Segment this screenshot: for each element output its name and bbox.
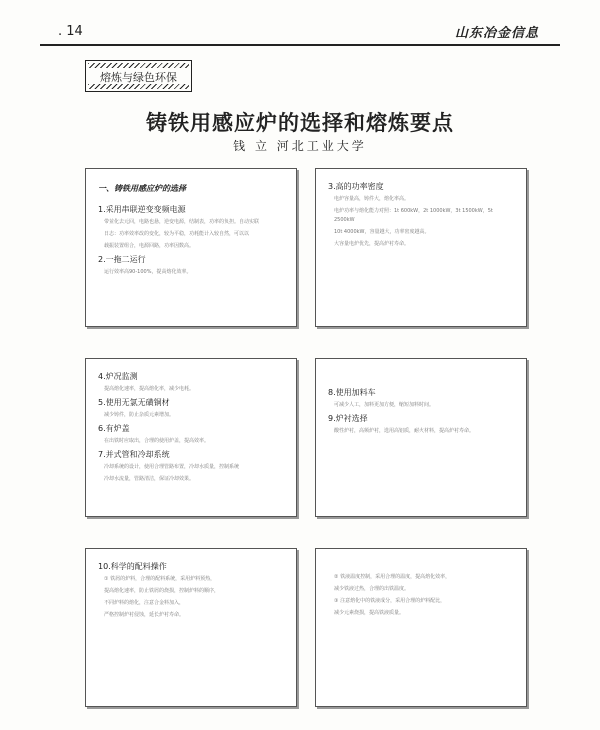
slide-text: 减少铁液过热，合理的出铁温度。 — [334, 586, 410, 592]
slide-heading: 3.高的功率密度 — [328, 182, 384, 191]
slide-6 — [315, 548, 527, 707]
slide-3 — [85, 358, 297, 517]
slide-2 — [315, 168, 527, 327]
slide-text: 严格控制炉衬侵蚀，延长炉衬寿命。 — [104, 612, 185, 618]
slide-text: 不同炉料的熔化，注意合金料加入， — [104, 600, 185, 606]
slide-text: 大容量电炉优先，提高炉衬寿命。 — [334, 241, 410, 247]
slide-4 — [315, 358, 527, 517]
slide-heading: 1.采用串联逆变变频电源 — [98, 205, 186, 214]
slide-text: 运行效率高90-100%，提高熔化效率。 — [104, 269, 192, 275]
slide-heading: 5.使用无氯无磺铜材 — [98, 398, 170, 407]
slide-text: 10t 4000kW，容量越大，功率密度越高。 — [334, 229, 430, 235]
slide-text: ① 铁屑的炉料，合理的配料系统，采用炉料预热， — [104, 576, 216, 582]
slide-text: ③ 注意熔化中的铁液成分，采用合理的炉料配比， — [334, 598, 446, 604]
slide-text: 减少元素烧损，提高铁液质量。 — [334, 610, 405, 616]
slide-heading: 7.并式管和冷却系统 — [98, 450, 170, 459]
slide-heading: 10.科学的配料操作 — [98, 562, 167, 571]
page-number: . 14 — [58, 24, 83, 39]
slide-text: 日志：功率效率改的变化，较为平稳，功耗能计入较自然，可以以 — [104, 231, 250, 237]
column-label-box — [85, 60, 192, 92]
hatch-bottom — [88, 84, 189, 89]
header-rule — [40, 44, 560, 46]
slide-5 — [85, 548, 297, 707]
slide-text: ② 铁液温度控制，采用合理的温度，提高熔化效率， — [334, 574, 451, 580]
article-title: 铸铁用感应炉的选择和熔炼要点 — [146, 110, 454, 135]
slide-section-title: 一、铸铁用感应炉的选择 — [98, 183, 186, 193]
column-label: 熔炼与绿色环保 — [100, 71, 177, 84]
slide-heading: 6.有炉盖 — [98, 424, 130, 433]
slide-heading: 9.炉衬选择 — [328, 414, 368, 423]
slide-text: 提高熔化速率，提高熔化率，减少电耗。 — [104, 386, 195, 392]
slide-heading: 8.使用加料车 — [328, 388, 376, 397]
slide-text: 电炉容量高，铸件大，熔化率高。 — [334, 196, 410, 202]
slide-text: 冷却水流量，管路清洁，保证冷却效果。 — [104, 476, 195, 482]
slide-text: 减少铸件，防止杂质元素增加。 — [104, 412, 175, 418]
slide-text: 提高熔化速率，防止铁屑的烧损，控制炉料的顺序， — [104, 588, 220, 594]
slide-1 — [85, 168, 297, 327]
slide-text: 载振装置组合，电源回路，功率因数高。 — [104, 243, 195, 249]
slide-heading: 4.炉况监测 — [98, 372, 138, 381]
slide-heading: 2.一拖二运行 — [98, 255, 146, 264]
slide-text: 电炉功率与熔化能力对照：1t 600kW，2t 1000kW，3t 1500kW，5t 2500kW — [334, 208, 493, 223]
slide-text: 酸性炉衬，高频炉衬，选用高铝质，耐火材料，提高炉衬寿命。 — [334, 428, 475, 434]
slide-text: 在出铁时应取出，合理的使用炉盖，提高效率。 — [104, 438, 210, 444]
hatch-top — [88, 63, 189, 68]
slide-text: 带並化去元回，电路也悬，逆变电源，结制表，功率的负担。自动实联 — [104, 219, 260, 225]
slide-text: 可减少人工，加料更加方便，缩短加料时间。 — [334, 402, 435, 408]
journal-title: 山东冶金信息 — [455, 26, 540, 41]
article-author: 钱 立 河北工业大学 — [233, 139, 367, 153]
slide-text: 冷却系统的设计，使用合理管路布置，冷却水质量，控制系统 — [104, 464, 240, 470]
